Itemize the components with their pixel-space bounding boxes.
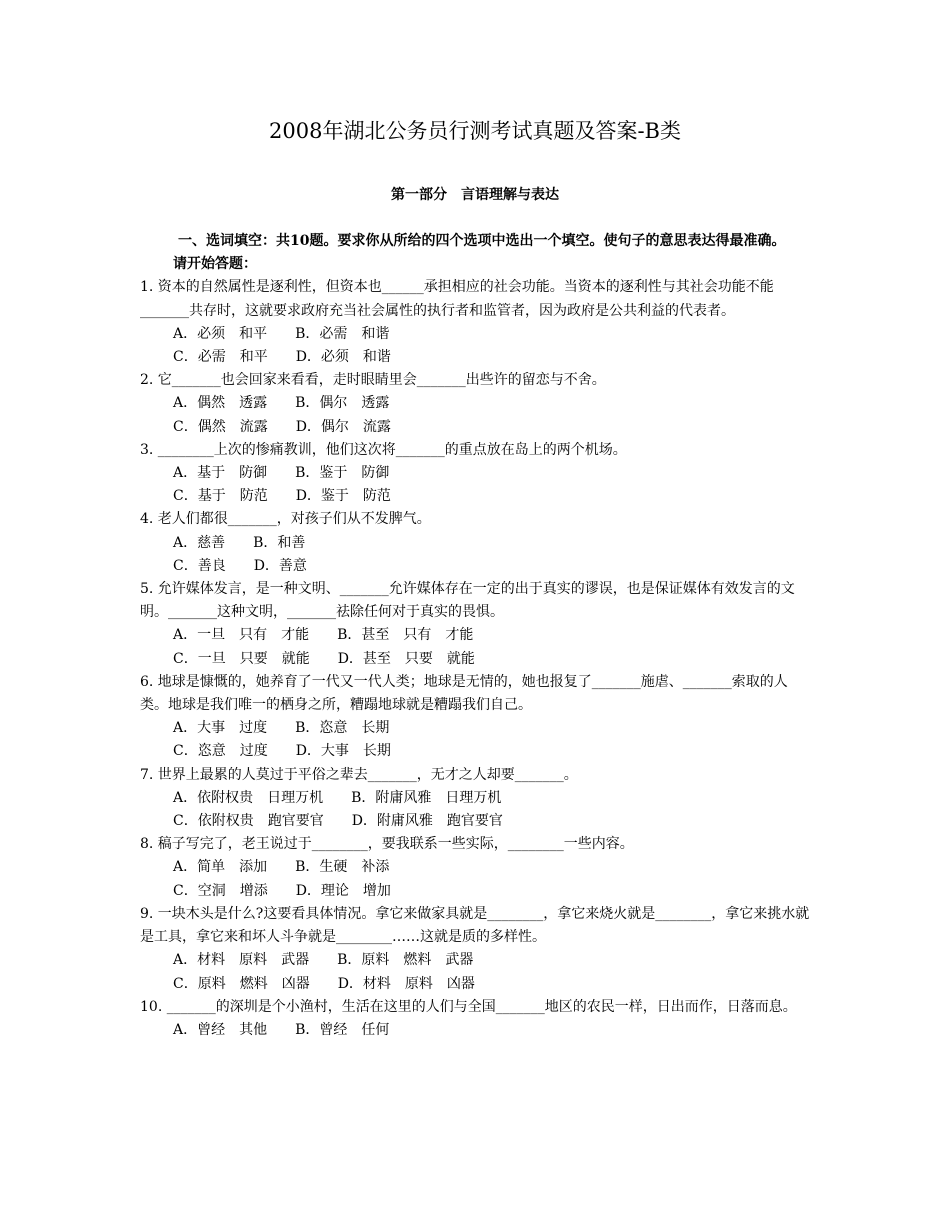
option-row: C．基于 防范 D．鉴于 防范 (173, 488, 391, 505)
option-row: A．简单 添加 B．生硬 补添 (173, 859, 390, 876)
question-stem: 7. 世界上最累的人莫过于平俗之辈去_______，无才之人却要_______。 (140, 766, 578, 783)
question-10 (140, 996, 812, 1042)
question-1 (140, 276, 812, 369)
question-stem: 9. 一块木头是什么?这要看具体情况。拿它来做家具就是________，拿它来烧火就是________，拿它来挑水就是工具，拿它来和坏人斗争就是________……这就是质的多样性。 (140, 905, 810, 946)
question-stem: 4. 老人们都很_______，对孩子们从不发脾气。 (140, 511, 431, 528)
question-3 (140, 439, 812, 509)
option-row: A．大事 过度 B．恣意 长期 (173, 720, 390, 737)
question-stem: 1. 资本的自然属性是逐利性，但资本也______承担相应的社会功能。当资本的逐利性与其社会功能不能_______共存时，这就要求政府充当社会属性的执行者和监管者，因为政府是公共利益的代表者。 (140, 279, 774, 319)
question-stem: 6. 地球是慷慨的，她养育了一代又一代人类；地球是无情的，她也报复了_______施虐、_______索取的人类。地球是我们唯一的栖身之所，糟蹋地球就是糟蹋我们自己。 (140, 673, 788, 714)
option-row: C．原料 燃料 凶器 D．材料 原料 凶器 (173, 975, 475, 992)
option-row: C．空洞 增添 D．理论 增加 (173, 882, 391, 899)
option-row: A．一旦 只有 才能 B．甚至 只有 才能 (173, 627, 474, 644)
question-5 (140, 578, 812, 671)
question-4 (140, 508, 812, 578)
start-label: 请开始答题： (173, 256, 257, 273)
option-row: C．依附权贵 跑官要官 D．附庸风雅 跑官要官 (173, 813, 503, 830)
option-row: A．依附权贵 日理万机 B．附庸风雅 日理万机 (173, 789, 502, 806)
option-row: C．善良 D．善意 (173, 557, 307, 574)
question-7 (140, 764, 812, 834)
option-row: A．曾经 其他 B．曾经 任何 (173, 1021, 390, 1038)
question-6 (140, 671, 812, 764)
option-row: A．慈善 B．和善 (173, 534, 306, 551)
option-row: C．一旦 只要 就能 D．甚至 只要 就能 (173, 650, 475, 667)
option-row: C．偶然 流露 D．偶尔 流露 (173, 418, 391, 435)
option-row: A．基于 防御 B．鉴于 防御 (173, 465, 390, 482)
option-row: A．材料 原料 武器 B．原料 燃料 武器 (173, 952, 474, 969)
document-body (140, 230, 812, 1042)
question-stem: 3. ________上次的惨痛教训，他们这次将_______的重点放在岛上的两个机场。 (140, 441, 627, 458)
section-instruction: 一、选词填空：共10题。要求你从所给的四个选项中选出一个填空。使句子的意思表达得最准确。 (178, 233, 786, 249)
question-stem: 10. _______的深圳是个小渔村，生活在这里的人们与全国_______地区的农民一样，日出而作，日落而息。 (140, 998, 797, 1015)
question-9 (140, 903, 812, 996)
question-2 (140, 369, 812, 439)
question-stem: 2. 它_______也会回家来看看，走时眼睛里会_______出些许的留恋与不舍。 (140, 372, 606, 389)
option-row: C．必需 和平 D．必须 和谐 (173, 349, 391, 366)
question-8 (140, 833, 812, 903)
option-row: A．必须 和平 B．必需 和谐 (173, 325, 390, 342)
document-title: 2008年湖北公务员行测考试真题及答案-B类 (269, 119, 681, 143)
option-row: C．恣意 过度 D．大事 长期 (173, 743, 391, 760)
question-stem: 8. 稿子写完了，老王说过于________，要我联系一些实际，________一些内容。 (140, 836, 634, 853)
option-row: A．偶然 透露 B．偶尔 透露 (173, 395, 390, 412)
part-title: 第一部分 言语理解与表达 (391, 187, 559, 203)
question-stem: 5. 允许媒体发言，是一种文明、_______允许媒体存在一定的出于真实的谬误，也是保证媒体有效发言的文明。_______这种文明，_______祛除任何对于真实的畏惧。 (140, 581, 795, 621)
